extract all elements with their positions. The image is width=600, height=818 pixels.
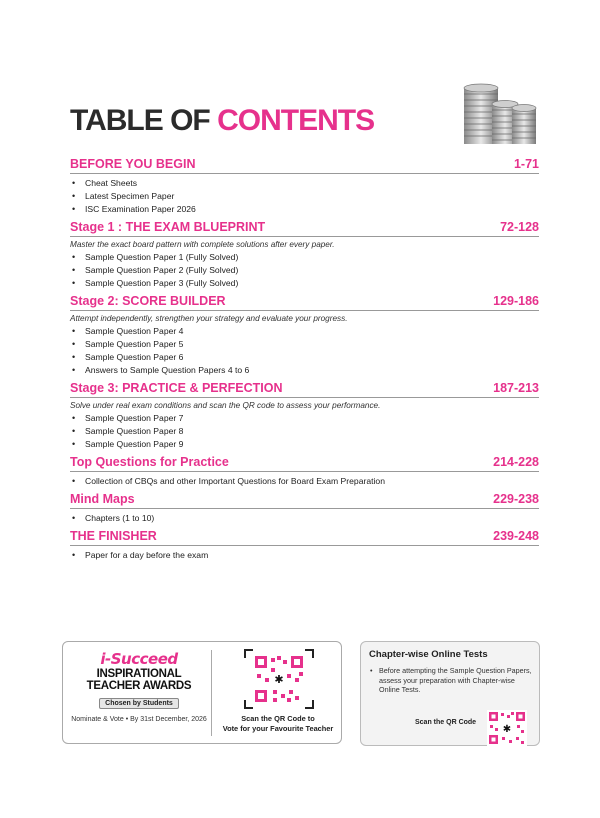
section-pages: 129-186 <box>493 294 539 308</box>
page-title <box>70 104 374 138</box>
section-header <box>70 220 539 237</box>
table-of-contents <box>70 157 539 566</box>
list-item: • Cheat Sheets <box>70 177 539 190</box>
section-pages: 229-238 <box>493 492 539 506</box>
chosen-badge: Chosen by Students <box>99 698 179 709</box>
section-pages: 239-248 <box>493 529 539 543</box>
list-item: • Collection of CBQs and other Important Questions for Board Exam Preparation <box>70 475 539 488</box>
online-tests-title: Chapter-wise Online Tests <box>369 649 488 660</box>
section-header <box>70 381 539 398</box>
list-item: • Sample Question Paper 6 <box>70 351 539 364</box>
section-description: Attempt independently, strengthen your strategy and evaluate your progress. <box>70 314 348 323</box>
svg-text:✱: ✱ <box>502 724 512 735</box>
list-item: • Answers to Sample Question Papers 4 to 6 <box>70 364 539 377</box>
list-item: • Paper for a day before the exam <box>70 549 539 562</box>
scan-vote-text: Scan the QR Code to Vote for your Favourite Teacher <box>222 714 334 733</box>
list-item: • Sample Question Paper 9 <box>70 438 539 451</box>
list-item: • Sample Question Paper 7 <box>70 412 539 425</box>
award-badge <box>69 650 209 723</box>
award-line1: INSPIRATIONAL <box>96 668 182 680</box>
scan-qr-text: Scan the QR Code <box>415 719 477 726</box>
qr-code-icon[interactable] <box>243 648 315 710</box>
section-header <box>70 492 539 509</box>
section-title: Stage 2: SCORE BUILDER <box>70 294 226 308</box>
section-pages: 214-228 <box>493 455 539 469</box>
section-header <box>70 455 539 472</box>
list-item: • Sample Question Paper 5 <box>70 338 539 351</box>
section-header <box>70 294 539 311</box>
section-header <box>70 157 539 174</box>
coin-stacks-icon <box>462 82 538 148</box>
toc-section <box>70 294 539 377</box>
divider <box>211 650 212 736</box>
list-item: • Sample Question Paper 8 <box>70 425 539 438</box>
title-part2: CONTENTS <box>217 104 375 137</box>
section-title: THE FINISHER <box>70 529 157 543</box>
list-item: • Latest Specimen Paper <box>70 190 539 203</box>
section-title: Top Questions for Practice <box>70 455 229 469</box>
section-pages: 72-128 <box>500 220 539 234</box>
teacher-award-box <box>62 641 342 744</box>
qr-code-icon[interactable] <box>487 710 527 746</box>
online-tests-text: • Before attempting the Sample Question Papers, assess your preparation with Chapter-wise Online Tests. <box>369 666 535 695</box>
section-title: Stage 3: PRACTICE & PERFECTION <box>70 381 283 395</box>
toc-section <box>70 529 539 562</box>
section-title: Mind Maps <box>70 492 135 506</box>
list-item: • Sample Question Paper 1 (Fully Solved) <box>70 251 539 264</box>
list-item: • Chapters (1 to 10) <box>70 512 539 525</box>
toc-section <box>70 220 539 290</box>
online-tests-box <box>360 641 540 746</box>
section-description: Master the exact board pattern with complete solutions after every paper. <box>70 240 335 249</box>
section-pages: 187-213 <box>493 381 539 395</box>
list-item: • Sample Question Paper 3 (Fully Solved) <box>70 277 539 290</box>
section-description: Solve under real exam conditions and scan the QR code to assess your performance. <box>70 401 381 410</box>
list-item: • Sample Question Paper 2 (Fully Solved) <box>70 264 539 277</box>
toc-section <box>70 492 539 525</box>
award-line2: TEACHER AWARDS <box>86 680 192 692</box>
toc-section <box>70 381 539 451</box>
section-title: Stage 1 : THE EXAM BLUEPRINT <box>70 220 266 234</box>
title-part1: TABLE OF <box>70 104 210 137</box>
section-pages: 1-71 <box>513 157 539 171</box>
toc-section <box>70 455 539 488</box>
section-header <box>70 529 539 546</box>
section-title: BEFORE YOU BEGIN <box>70 157 196 171</box>
toc-section <box>70 157 539 216</box>
list-item: • ISC Examination Paper 2026 <box>70 203 539 216</box>
award-logo: i-Succeed <box>100 650 178 668</box>
nominate-text: Nominate & Vote • By 31st December, 2026 <box>71 716 207 723</box>
list-item: • Sample Question Paper 4 <box>70 325 539 338</box>
svg-text:✱: ✱ <box>274 673 284 686</box>
